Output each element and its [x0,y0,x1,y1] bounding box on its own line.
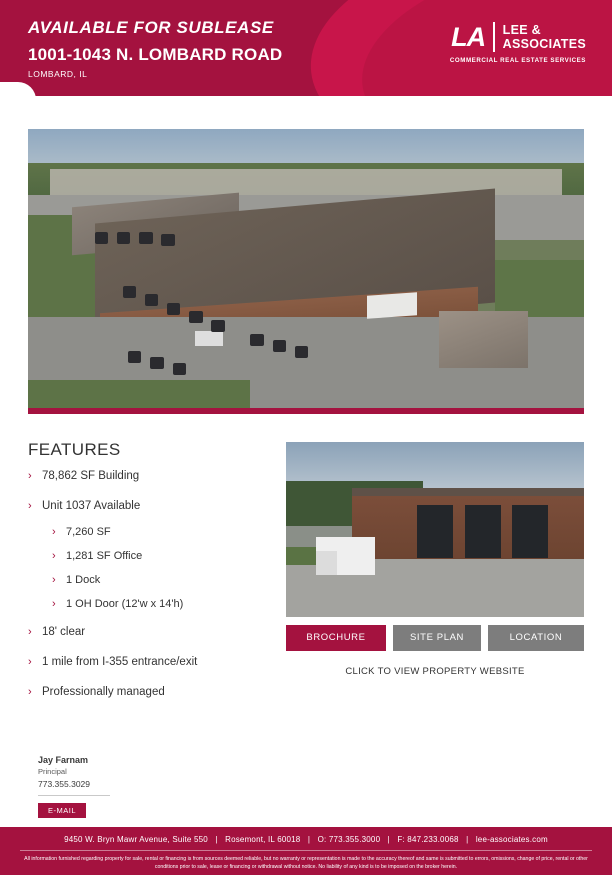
header-banner [0,0,612,96]
feature-sublabel: 1,281 SF Office [66,550,143,562]
photo-car [173,363,186,375]
photo-car [139,232,152,244]
chevron-icon: › [52,550,56,562]
feature-subitem [52,524,276,540]
logo-row [450,22,586,52]
footer-separator: | [215,835,218,844]
chevron-icon: › [52,598,56,610]
contact-phone: 773.355.3029 [38,779,90,789]
photo-trailer [367,293,417,319]
feature-label: 78,862 SF Building [42,470,140,482]
photo-car [250,334,263,346]
photo-van [195,331,223,345]
availability-headline: AVAILABLE FOR SUBLEASE [28,18,274,37]
feature-sublabel: 7,260 SF [66,526,111,538]
footer-disclaimer: All information furnished regarding property for sale, rental or financing is from sources deemed reliable, but no warranty or representation is made to the accuracy thereof and same is submitted to errors, omissions, change of price, rental or other conditions prior to sale, lease or financing or withdrawal without notice. No liability of any kind is to be imposed on the broker herein. [24,856,588,870]
chevron-icon: › [28,626,32,638]
photo-car [295,346,308,358]
logo-wordmark-line2: ASSOCIATES [502,37,586,51]
photo2-overhead-door [417,505,453,558]
footer-contact-line [0,827,612,844]
feature-item [28,498,276,514]
feature-label: Unit 1037 Available [42,500,141,512]
photo-car [117,232,130,244]
chevron-icon: › [28,656,32,668]
chevron-icon: › [28,686,32,698]
chevron-icon: › [28,470,32,482]
feature-label: 1 mile from I-355 entrance/exit [42,656,198,668]
photo-car [123,286,136,298]
chevron-icon: › [52,526,56,538]
features-list [28,468,276,714]
photo-car [167,303,180,315]
logo-monogram: LA [451,21,486,52]
chevron-icon: › [52,574,56,586]
feature-item [28,684,276,700]
feature-subitem [52,548,276,564]
brochure-button[interactable]: BROCHURE [286,625,386,651]
feature-sublabel: 1 Dock [66,574,101,586]
photo-outbuilding [439,311,528,368]
feature-item [28,654,276,670]
footer-divider [20,850,592,851]
feature-sublabel: 1 OH Door (12'w x 14'h) [66,598,184,610]
footer-fax: F: 847.233.0068 [397,835,459,844]
footer-website[interactable]: lee-associates.com [475,835,548,844]
header-corner-notch [0,82,36,96]
contact-divider [38,795,110,796]
logo-wordmark [503,23,586,52]
action-button-row [286,625,584,651]
footer-separator: | [387,835,390,844]
email-button[interactable]: E-MAIL [38,803,86,818]
photo-car [145,294,158,306]
photo-car [150,357,163,369]
photo-car [95,232,108,244]
logo-tagline: COMMERCIAL REAL ESTATE SERVICES [449,57,586,64]
property-city: LOMBARD, IL [28,69,88,79]
feature-label: Professionally managed [42,686,165,698]
photo-car [189,311,202,323]
feature-subitem [52,572,276,588]
chevron-icon: › [28,500,32,512]
photo2-overhead-door [512,505,548,558]
contact-title: Principal [38,767,67,776]
photo-car [273,340,286,352]
footer-bar [0,827,612,875]
photo-car [128,351,141,363]
footer-separator: | [466,835,469,844]
aerial-property-photo [28,129,584,414]
photo2-roofline [352,488,584,497]
lee-associates-logo [450,22,586,64]
footer-city: Rosemont, IL 60018 [225,835,301,844]
logo-wordmark-line1: LEE & [502,22,541,37]
feature-item [28,468,276,484]
feature-sublist [52,524,276,612]
features-heading: FEATURES [28,440,121,459]
photo2-overhead-door [465,505,501,558]
photo-accent-bar [28,408,584,414]
contact-block [38,755,110,818]
header-text-group [28,18,282,79]
site-plan-button[interactable]: SITE PLAN [393,625,481,651]
footer-office-phone: O: 773.355.3000 [317,835,381,844]
feature-item [28,624,276,640]
logo-divider [493,22,495,52]
photo2-truck-cab [316,551,337,576]
footer-address: 9450 W. Bryn Mawr Avenue, Suite 550 [64,835,208,844]
photo-car [161,234,174,246]
property-website-link[interactable]: CLICK TO VIEW PROPERTY WEBSITE [345,666,525,677]
building-exterior-photo [286,442,584,617]
feature-subitem [52,596,276,612]
location-button[interactable]: LOCATION [488,625,584,651]
property-address: 1001-1043 N. LOMBARD ROAD [28,45,283,64]
aerial-photo-canvas [28,129,584,414]
photo-car [211,320,224,332]
footer-separator: | [307,835,311,844]
feature-label: 18' clear [42,626,86,638]
contact-name: Jay Farnam [38,755,89,765]
